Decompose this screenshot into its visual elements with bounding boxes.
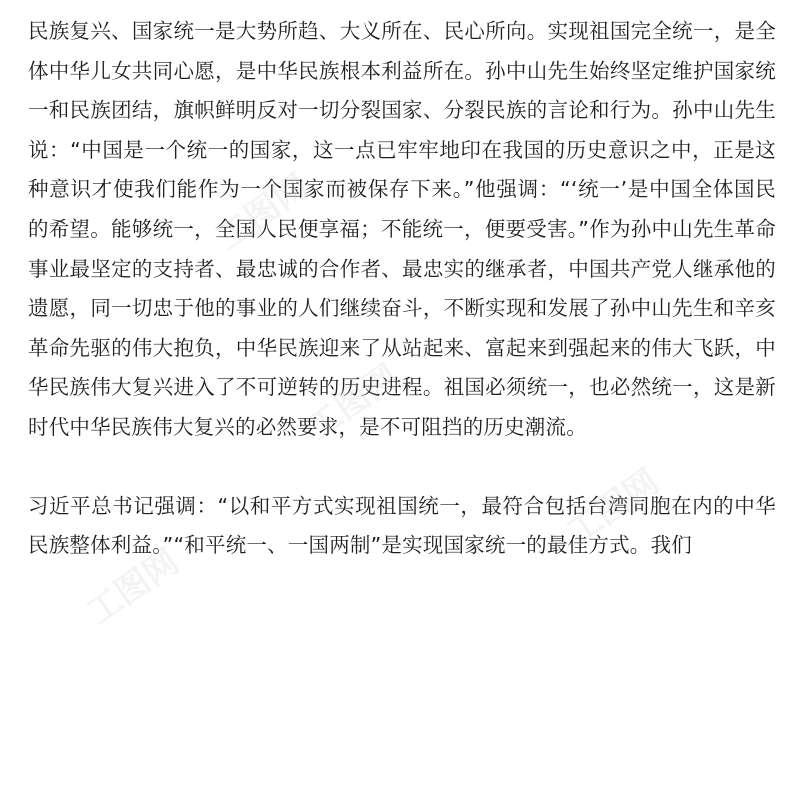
watermark-logo: 工图网 [209,166,317,259]
article-body [28,12,776,566]
watermark-logo: 工图网 [299,356,407,449]
watermark-logo: 工图网 [79,541,187,634]
paragraph-2: 习近平总书记强调：“以和平方式实现祖国统一，最符合包括台湾同胞在内的中华民族整体利益。”“和平统一、一国两制”是实现国家统一的最佳方式。我们 [28,493,776,558]
paragraph-spacer [28,448,776,487]
paragraph-1: 民族复兴、国家统一是大势所趋、大义所在、民心所向。实现祖国完全统一，是全体中华儿女共同心愿，是中华民族根本利益所在。孙中山先生始终坚定维护国家统一和民族团结，旗帜鲜明反对一切分裂国家、分裂民族的言论和行为。孙中山先生说：“中国是一个统一的国家，这一点已牢牢地印在我国的历史意识之中，正是这种意识才使我们能作为一个国家而被保存下来。”他强调：“‘统一’是中国全体国民的希望。能够统一，全国人民便享福；不能统一，便要受害。”作为孙中山先生革命事业最坚定的支持者、最忠诚的合作者、最忠实的继承者，中国共产党人继承他的遗愿，同一切忠于他的事业的人们继续奋斗，不断实现和发展了孙中山先生和辛亥革命先驱的伟大抱负，中华民族迎来了从站起来、富起来到强起来的伟大飞跃，中华民族伟大复兴进入了不可逆转的历史进程。祖国必须统一，也必然统一，这是新时代中华民族伟大复兴的必然要求，是不可阻挡的历史潮流。 [28,19,776,439]
watermark-logo: 工图网 [559,461,667,554]
